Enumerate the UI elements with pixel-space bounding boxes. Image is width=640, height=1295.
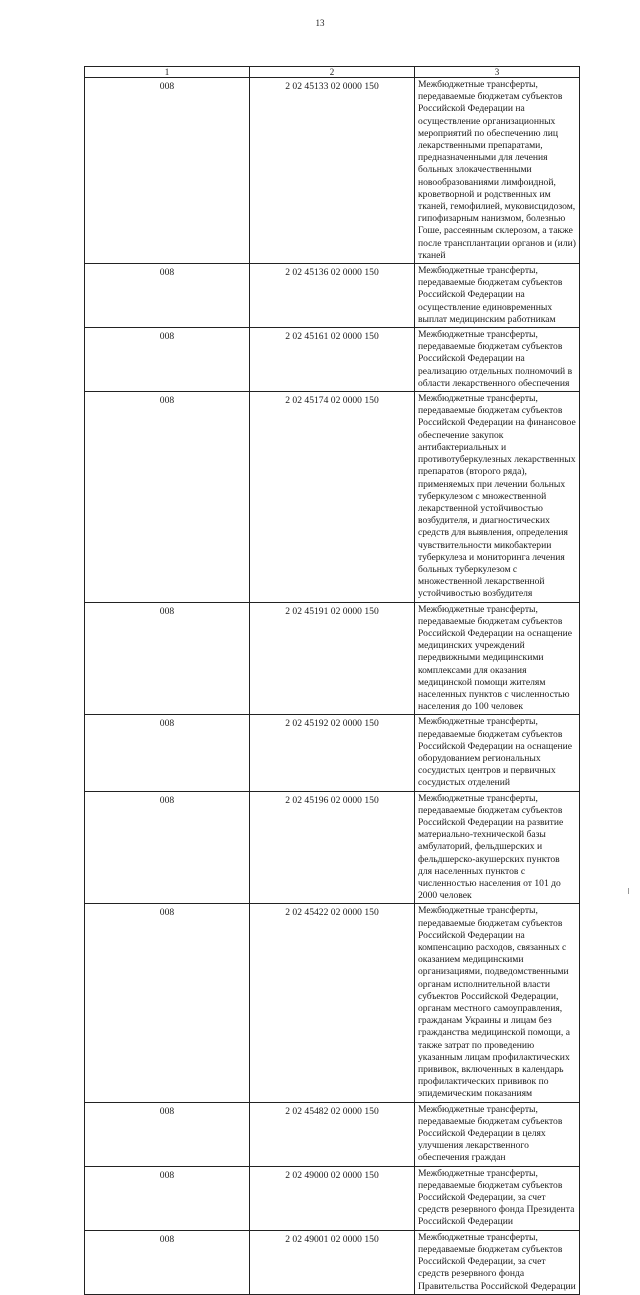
admin-code-cell: 008 [85, 791, 250, 904]
table-row [85, 904, 580, 1102]
table-row [85, 264, 580, 328]
page-number: 13 [315, 18, 325, 28]
table-row [85, 791, 580, 904]
description-cell: Межбюджетные трансферты, передаваемые бюджетам субъектов Российской Федерации на реализацию отдельных полномочий в области лекарственного обеспечения [415, 328, 580, 392]
budget-code-cell: 2 02 45161 02 0000 150 [250, 328, 415, 392]
scan-artifact-mark [628, 888, 629, 894]
column-header-2: 2 [250, 67, 415, 78]
table-row [85, 1230, 580, 1294]
admin-code-cell: 008 [85, 602, 250, 715]
table-row [85, 602, 580, 715]
description-cell: Межбюджетные трансферты, передаваемые бюджетам субъектов Российской Федерации на оснащение медицинских учреждений передвижными медицинскими комплексами для оказания медицинской помощи жителям населенных пунктов с численностью населения до 100 человек [415, 602, 580, 715]
budget-code-cell: 2 02 45136 02 0000 150 [250, 264, 415, 328]
table-row [85, 328, 580, 392]
description-cell: Межбюджетные трансферты, передаваемые бюджетам субъектов Российской Федерации на осуществление единовременных выплат медицинским работникам [415, 264, 580, 328]
budget-code-cell: 2 02 45196 02 0000 150 [250, 791, 415, 904]
table-row [85, 392, 580, 602]
admin-code-cell: 008 [85, 78, 250, 264]
table-row [85, 715, 580, 791]
admin-code-cell: 008 [85, 328, 250, 392]
admin-code-cell: 008 [85, 264, 250, 328]
description-cell: Межбюджетные трансферты, передаваемые бюджетам субъектов Российской Федерации на финансовое обеспечение закупок антибактериальных и противотуберкулезных лекарственных препаратов (второго ряда), применяемых при лечении больных туберкулезом с множественной лекарственной устойчивостью возбудителя, и диагностических средств для выявления, определения чувствительности микобактерии туберкулеза и мониторинга лечения больных туберкулезом с множественной лекарственной устойчивостью возбудителя [415, 392, 580, 602]
table-header-row [85, 67, 580, 78]
description-cell: Межбюджетные трансферты, передаваемые бюджетам субъектов Российской Федерации в целях улучшения лекарственного обеспечения граждан [415, 1102, 580, 1166]
description-cell: Межбюджетные трансферты, передаваемые бюджетам субъектов Российской Федерации, за счет средств резервного фонда Президента Российской Федерации [415, 1166, 580, 1230]
column-header-1: 1 [85, 67, 250, 78]
table-row [85, 78, 580, 264]
column-header-3: 3 [415, 67, 580, 78]
budget-code-cell: 2 02 45422 02 0000 150 [250, 904, 415, 1102]
admin-code-cell: 008 [85, 1166, 250, 1230]
budget-code-cell: 2 02 45482 02 0000 150 [250, 1102, 415, 1166]
budget-code-cell: 2 02 45133 02 0000 150 [250, 78, 415, 264]
description-cell: Межбюджетные трансферты, передаваемые бюджетам субъектов Российской Федерации на компенсацию расходов, связанных с оказанием медицинскими организациями, подведомственными органам исполнительной власти субъектов Российской Федерации, органам местного самоуправления, гражданам Украины и лицам без гражданства медицинской помощи, а также затрат по проведению указанным лицам профилактических прививок, включенных в календарь профилактических прививок по эпидемическим показаниям [415, 904, 580, 1102]
table-row [85, 1102, 580, 1166]
admin-code-cell: 008 [85, 904, 250, 1102]
budget-code-cell: 2 02 45192 02 0000 150 [250, 715, 415, 791]
description-cell: Межбюджетные трансферты, передаваемые бюджетам субъектов Российской Федерации, за счет средств резервного фонда Правительства Российской Федерации [415, 1230, 580, 1294]
budget-code-cell: 2 02 49000 02 0000 150 [250, 1166, 415, 1230]
budget-classification-table [84, 66, 580, 1295]
table-row [85, 1166, 580, 1230]
budget-code-cell: 2 02 45191 02 0000 150 [250, 602, 415, 715]
description-cell: Межбюджетные трансферты, передаваемые бюджетам субъектов Российской Федерации на осуществление организационных мероприятий по обеспечению лиц лекарственными препаратами, предназначенными для лечения больных злокачественными новообразованиями лимфоидной, кроветворной и родственных им тканей, гемофилией, муковисцидозом, гипофизарным нанизмом, болезнью Гоше, рассеянным склерозом, а также после трансплантации органов и (или) тканей [415, 78, 580, 264]
admin-code-cell: 008 [85, 1230, 250, 1294]
admin-code-cell: 008 [85, 715, 250, 791]
budget-code-cell: 2 02 49001 02 0000 150 [250, 1230, 415, 1294]
admin-code-cell: 008 [85, 1102, 250, 1166]
admin-code-cell: 008 [85, 392, 250, 602]
description-cell: Межбюджетные трансферты, передаваемые бюджетам субъектов Российской Федерации на оснащение оборудованием региональных сосудистых центров и первичных сосудистых отделений [415, 715, 580, 791]
description-cell: Межбюджетные трансферты, передаваемые бюджетам субъектов Российской Федерации на развитие материально-технической базы амбулаторий, фельдшерских и фельдшерско-акушерских пунктов для населенных пунктов с численностью населения от 101 до 2000 человек [415, 791, 580, 904]
budget-code-cell: 2 02 45174 02 0000 150 [250, 392, 415, 602]
